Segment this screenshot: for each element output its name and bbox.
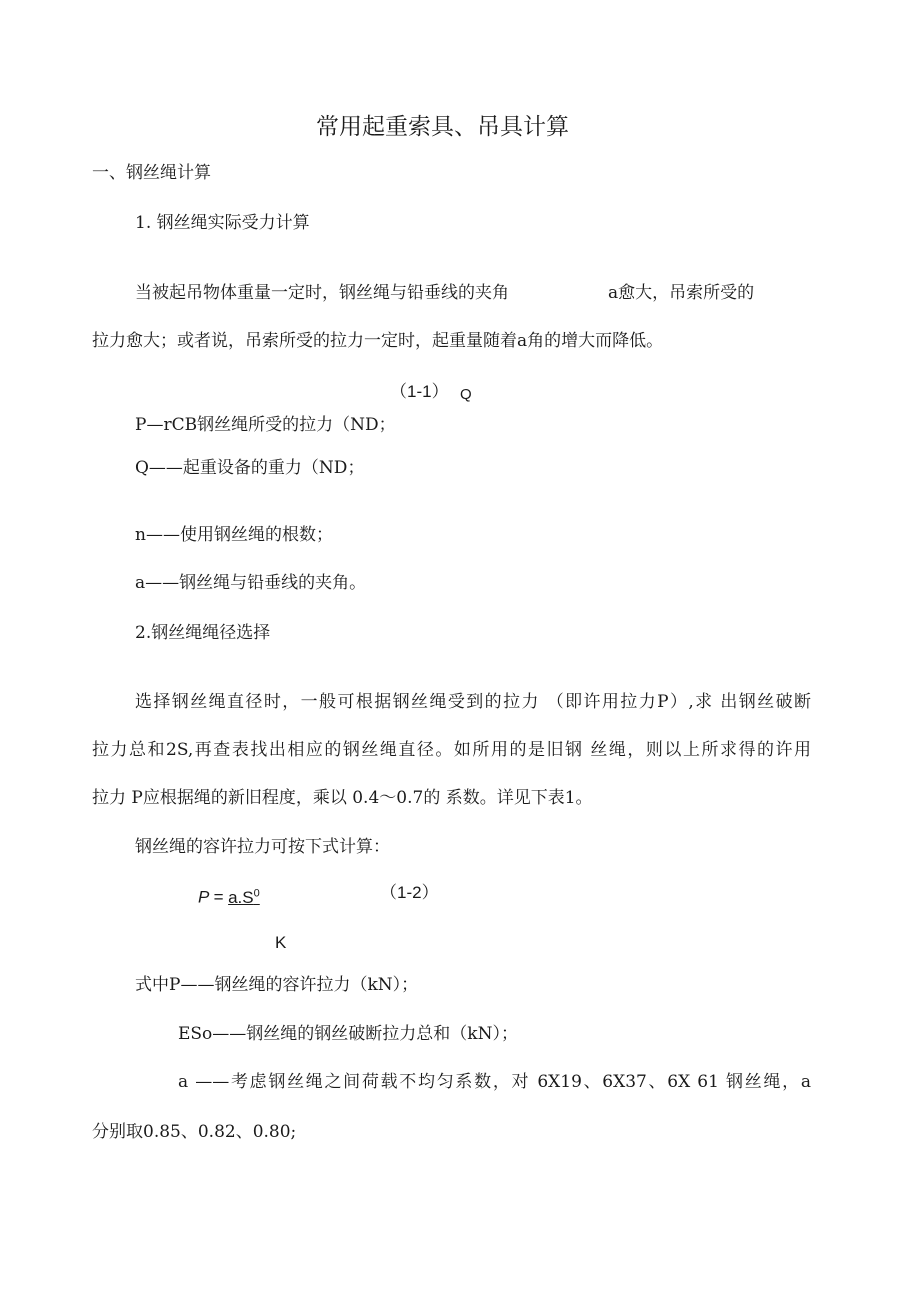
subsection-heading-1: 1. 钢丝绳实际受力计算 — [135, 213, 310, 233]
formula-denominator: K — [275, 933, 287, 952]
definition-a-coefficient-line-2: 分别取0.85、0.82、0.80; — [92, 1122, 297, 1142]
formula-numerator — [228, 888, 260, 907]
formula-1-2 — [198, 882, 260, 909]
page-title: 常用起重索具、吊具计算 — [316, 114, 569, 140]
paragraph-3: 钢丝绳的容许拉力可按下式计算： — [135, 837, 390, 857]
definition-a: a——钢丝绳与铅垂线的夹角。 — [135, 573, 367, 593]
definition-p: P—rCB钢丝绳所受的拉力（ND； — [135, 415, 396, 435]
paragraph-2-line-1: 选择钢丝绳直径时，一般可根据钢丝绳受到的拉力 （即许用拉力P）,求 出钢丝破断 — [135, 692, 811, 712]
section-heading: 一、钢丝绳计算 — [92, 163, 211, 183]
formula-number-1-2: （1-2） — [380, 883, 439, 902]
definition-q: Q——起重设备的重力（ND； — [135, 458, 365, 478]
definition-a-coefficient-line-1: a ——考虑钢丝绳之间荷载不均匀系数，对 6X19、6X37、6X 61 钢丝绳，a — [178, 1072, 811, 1092]
subsection-heading-2: 2.钢丝绳绳径选择 — [135, 623, 271, 643]
paragraph-1-line-1a: 当被起吊物体重量一定时，钢丝绳与铅垂线的夹角 — [135, 283, 509, 303]
paragraph-2-line-3: 拉力 P应根据绳的新旧程度，乘以 0.4～0.7的 系数。详见下表1。 — [92, 788, 593, 808]
formula-superscript: 0 — [253, 887, 260, 899]
definition-p-allowable: 式中P——钢丝绳的容许拉力（kN）； — [135, 975, 419, 995]
paragraph-2-line-2: 拉力总和2S,再查表找出相应的钢丝绳直径。如所用的是旧钢 丝绳，则以上所求得的许用 — [92, 740, 811, 760]
formula-lhs: P = — [198, 887, 229, 907]
paragraph-1-line-2: 拉力愈大；或者说，吊索所受的拉力一定时，起重量随着a角的增大而降低。 — [92, 331, 664, 351]
definition-n: n——使用钢丝绳的根数； — [135, 525, 333, 545]
formula-number-1-1: （1-1） — [390, 382, 449, 401]
formula-variable-q: Q — [460, 386, 472, 403]
paragraph-1-line-1b: a愈大，吊索所受的 — [608, 283, 755, 303]
formula-numerator-text: a.S — [228, 887, 254, 907]
definition-eso: ESo——钢丝绳的钢丝破断拉力总和（kN）； — [178, 1024, 518, 1044]
